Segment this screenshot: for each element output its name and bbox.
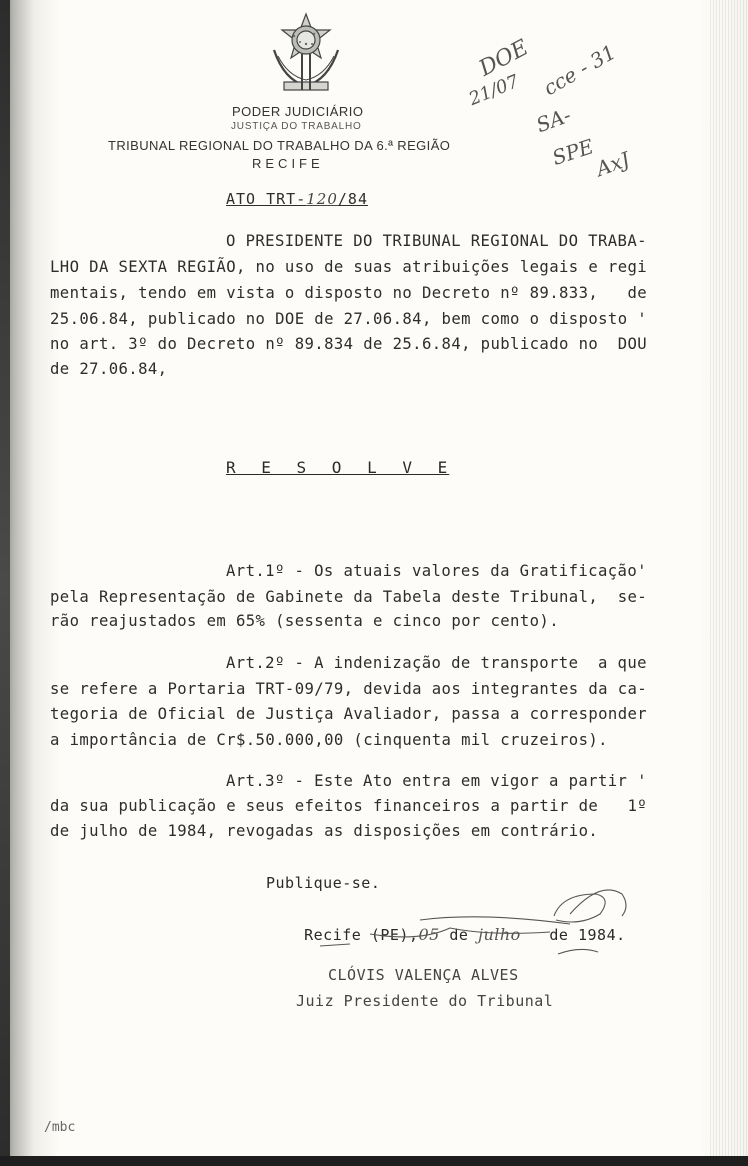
scan-bottom-edge [0,1156,748,1166]
binding-edge [0,0,10,1166]
preamble-line: no art. 3º do Decreto nº 89.834 de 25.6.84, publicado no DOU [50,335,648,353]
handwritten-note-5: SPE [549,134,597,170]
article-line: se refere a Portaria TRT-09/79, devida aos integrantes da ca- [50,680,648,698]
preamble-line: 25.06.84, publicado no DOE de 27.06.84, bem como o disposto ' [50,310,648,328]
date-month-handwritten: julho [477,925,521,944]
act-prefix: ATO TRT- [226,190,307,208]
act-number: 120 [306,190,338,208]
preamble-line: de 27.06.84, [50,360,168,378]
preamble-line: mentais, tendo em vista o disposto no Decreto nº 89.833, de [50,284,648,302]
page-stack-edge [708,0,748,1166]
article-line: a importância de Cr$.50.000,00 (cinquenta mil cruzeiros). [50,731,608,749]
signature-flourish [300,880,640,970]
handwritten-note-4: SA- [532,102,574,138]
article-line: Art.3º - Este Ato entra em vigor a partir ' [226,772,647,790]
date-place: Recife (PE), [304,926,419,944]
article-line: de julho de 1984, revogadas as disposições em contrário. [50,822,599,840]
preamble-line: O PRESIDENTE DO TRIBUNAL REGIONAL DO TRABA- [226,232,647,250]
typist-initials: /mbc [44,1120,76,1135]
handwritten-note-3: cce - 31 [539,39,620,101]
handwritten-note-2: 21/07 [465,71,522,110]
header-labor-justice: JUSTIÇA DO TRABALHO [231,121,362,132]
header-city: RECIFE [252,156,324,171]
article-line: Art.1º - Os atuais valores da Gratificação' [226,562,647,580]
handwritten-note-6: AxJ [592,146,633,182]
article-line: tegoria de Oficial de Justiça Avaliador, passa a corresponder [50,705,648,723]
article-line: rão reajustados em 65% (sessenta e cinco por cento). [50,612,559,630]
header-regional-court: TRIBUNAL REGIONAL DO TRABALHO DA 6.ª REGIÃO [108,138,451,153]
signatory-title: Juiz Presidente do Tribunal [296,992,554,1010]
article-line: pela Representação de Gabinete da Tabela deste Tribunal, se- [50,588,648,606]
brazil-coat-of-arms-emblem [264,10,348,100]
preamble-line: LHO DA SEXTA REGIÃO, no uso de suas atribuições legais e regi [50,258,648,276]
resolve-heading: R E S O L V E [226,458,450,477]
publish-line: Publique-se. [266,874,381,892]
date-year: 1984. [578,926,626,944]
header-judiciary: PODER JUDICIÁRIO [232,104,364,119]
signatory-name: CLÓVIS VALENÇA ALVES [328,966,519,984]
article-line: da sua publicação e seus efeitos financeiros a partir de 1º [50,797,648,815]
date-de: de [449,926,469,944]
date-day-handwritten: 05 [418,925,440,944]
act-title [226,190,368,208]
act-suffix: /84 [337,190,368,208]
handwritten-note-1: DOE [475,35,533,82]
article-line: Art.2º - A indenização de transporte a que [226,654,647,672]
date-de: de [549,926,569,944]
